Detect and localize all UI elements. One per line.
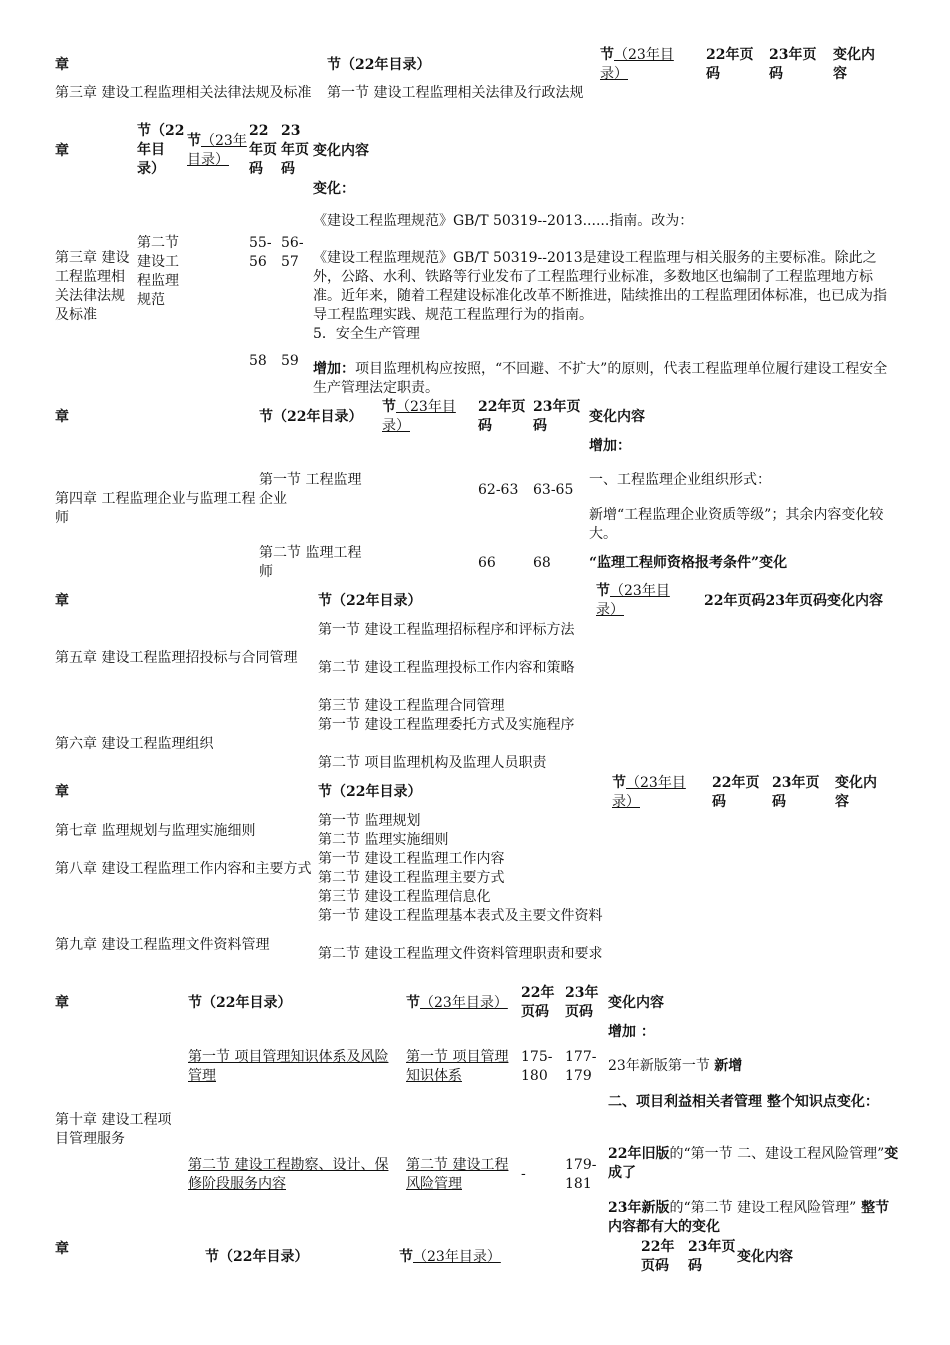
t6-row2-section-22: 第二节 建设工程勘察、设计、保修阶段服务内容 [188, 1157, 389, 1192]
t2-change-added [313, 360, 898, 398]
t4-section-6-1: 第一节 建设工程监理委托方式及实施程序 [318, 717, 575, 733]
t6-row1-page-22: 175-180 [521, 1049, 553, 1084]
t3-change-qualification: 新增“工程监理企业资质等级”；其余内容变化较大。 [589, 507, 884, 542]
t6-row1-page-23: 177-179 [565, 1049, 597, 1084]
t6-row2-page-22: - [521, 1166, 526, 1182]
t2-change-revised: 《建设工程监理规范》GB/T 50319--2013是建设工程监理与相关服务的主要标准。除此之外，公路、水利、铁路等行业发布了工程监理行业标准，多数地区也编制了工程监理地方标准。近年来，随着工程建设标准化改革不断推进，陆续推出的工程监理团体标准，也已成为指导工程监理实践、规范工程监理行为的指南。 [313, 250, 887, 323]
t6-chapter-10: 第十章 建设工程项目管理服务 [55, 1112, 172, 1147]
t2-row2-page-23: 59 [281, 353, 299, 369]
t2-row2-page-22: 58 [249, 353, 267, 369]
t6-new-label: 23年新版 [608, 1200, 670, 1216]
t5-header-page-23: 23年页码 [772, 775, 820, 810]
t4-chapter-6: 第六章 建设工程监理组织 [55, 736, 214, 752]
t6-new-text: 的“第二节 建设工程风险管理” [669, 1200, 857, 1216]
t1-header-section-22: 节（22年目录） [327, 57, 431, 73]
t3-change-added-label: 增加： [589, 438, 631, 454]
t6-header-section-23: 节（23年目录） [406, 995, 508, 1011]
t6-change-new-section [608, 1057, 742, 1076]
t5-header-section-22: 节（22年目录） [318, 784, 422, 800]
t4-section-6-2: 第二节 项目监理机构及监理人员职责 [318, 755, 547, 771]
t3-header-page-23: 23年页码 [533, 399, 581, 434]
catalog-year-label: （23年目录） [413, 1249, 501, 1265]
t6-row1-section-23: 第一节 项目管理知识体系 [406, 1049, 509, 1084]
t2-added-text: 项目监理机构应按照，“不回避、不扩大”的原则，代表工程监理单位履行建设工程安全生产管理法定职责。 [313, 361, 888, 396]
t6-row2-section-23: 第二节 建设工程风险管理 [406, 1157, 509, 1192]
t1-header-section-23: 节（23年目录） [600, 47, 674, 82]
t6-old-became: 变成了 [608, 1146, 899, 1181]
t5-header-page-22: 22年页码 [712, 775, 760, 810]
t4-chapter-5: 第五章 建设工程监理招投标与合同管理 [55, 650, 298, 666]
t2-chapter-3: 第三章 建设工程监理相关法律法规及标准 [55, 250, 130, 323]
t5-section-9-2: 第二节 建设工程监理文件资料管理职责和要求 [318, 946, 603, 962]
t2-header-chapter: 章 [55, 143, 69, 159]
t1-header-page-23: 23年页码 [769, 47, 817, 82]
t5-header-change: 变化内容 [835, 775, 877, 810]
t3-chapter-4: 第四章 工程监理企业与监理工程师 [55, 491, 256, 526]
catalog-year-label: （23年目录） [600, 47, 674, 82]
t5-section-8-3: 第三节 建设工程监理信息化 [318, 889, 491, 905]
t4-header-pages-change: 22年页码23年页码变化内容 [704, 593, 883, 609]
t3-header-change: 变化内容 [589, 409, 645, 425]
t7-header-page-22: 22年页码 [641, 1239, 675, 1274]
t6-old-label: 22年旧版 [608, 1146, 670, 1162]
t3-section-4-2: 第二节 监理工程师 [259, 545, 362, 580]
t3-row2-page-22: 66 [478, 555, 496, 571]
t2-row1-page-23: 56-57 [281, 235, 304, 270]
t6-row1-section-22: 第一节 项目管理知识体系及风险管理 [188, 1049, 389, 1084]
t4-header-section-23: 节（23年目录） [596, 583, 670, 618]
t5-section-7-1: 第一节 监理规划 [318, 813, 421, 829]
t2-row1-page-22: 55-56 [249, 235, 272, 270]
t2-change-safety: 5．安全生产管理 [313, 326, 420, 342]
t4-header-section-22: 节（22年目录） [318, 593, 422, 609]
t4-header-chapter: 章 [55, 593, 69, 609]
t6-row2-page-23: 179-181 [565, 1157, 597, 1192]
t3-change-org-form: 一、工程监理企业组织形式： [589, 472, 771, 488]
t5-chapter-7: 第七章 监理规划与监理实施细则 [55, 823, 256, 839]
t2-section-3-2: 第二节 建设工程监理规范 [137, 235, 179, 308]
t5-chapter-8: 第八章 建设工程监理工作内容和主要方式 [55, 861, 312, 877]
t7-header-change: 变化内容 [737, 1249, 793, 1265]
t3-change-exam-conditions: “监理工程师资格报考条件”变化 [589, 555, 788, 571]
t2-header-change: 变化内容 [313, 143, 369, 159]
t6-header-page-23: 23年页码 [565, 985, 599, 1020]
t3-header-section-22: 节（22年目录） [259, 409, 363, 425]
t5-section-8-1: 第一节 建设工程监理工作内容 [318, 851, 505, 867]
t4-section-5-1: 第一节 建设工程监理招标程序和评标方法 [318, 622, 575, 638]
t4-section-5-2: 第二节 建设工程监理投标工作内容和策略 [318, 660, 575, 676]
t6-header-section-22: 节（22年目录） [188, 995, 292, 1011]
t2-added-label: 增加： [313, 361, 355, 377]
t6-change-added-label: 增加 ： [608, 1024, 655, 1040]
t6-new-whole: 整节内容都有大的变化 [608, 1200, 890, 1235]
t5-section-7-2: 第二节 监理实施细则 [318, 832, 449, 848]
t6-old-text: 的“第一节 二、建设工程风险管理” [669, 1146, 885, 1162]
t2-change-original: 《建设工程监理规范》GB/T 50319--2013......指南。改为： [313, 213, 694, 229]
t3-section-4-1: 第一节 工程监理企业 [259, 472, 362, 507]
t2-header-section-22: 节（22年目录） [137, 123, 185, 177]
catalog-year-label: （23年目录） [187, 133, 247, 168]
t6-header-chapter: 章 [55, 995, 69, 1011]
t5-section-8-2: 第二节 建设工程监理主要方式 [318, 870, 505, 886]
t3-row1-page-23: 63-65 [533, 482, 574, 498]
t7-header-section-22: 节（22年目录） [205, 1249, 309, 1265]
t3-header-page-22: 22年页码 [478, 399, 526, 434]
catalog-year-label: （23年目录） [382, 399, 456, 434]
t6-change-new-label: 新增 [714, 1058, 743, 1074]
t6-change-new-version [608, 1199, 898, 1237]
t5-chapter-9: 第九章 建设工程监理文件资料管理 [55, 937, 270, 953]
t7-header-chapter: 章 [55, 1241, 69, 1257]
t1-header-chapter: 章 [55, 57, 69, 73]
t1-section-3-1: 第一节 建设工程监理相关法律及行政法规 [327, 85, 584, 101]
t2-header-section-23: 节（23年目录） [187, 133, 247, 168]
t6-change-stakeholder: 二、项目利益相关者管理 整个知识点变化： [608, 1094, 879, 1110]
t6-change-new-section-text: 23年新版第一节 [608, 1058, 715, 1074]
t2-header-page-23: 23年页码 [281, 123, 309, 177]
t5-header-chapter: 章 [55, 784, 69, 800]
t7-header-section-23: 节（23年目录） [399, 1249, 501, 1265]
t3-row1-page-22: 62-63 [478, 482, 519, 498]
t6-change-old-version [608, 1145, 903, 1183]
catalog-year-label: （23年目录） [420, 995, 508, 1011]
catalog-year-label: （23年目录） [596, 583, 670, 618]
t3-header-chapter: 章 [55, 409, 69, 425]
t2-header-page-22: 22年页码 [249, 123, 277, 177]
t2-change-label: 变化： [313, 181, 355, 197]
catalog-year-label: （23年目录） [612, 775, 686, 810]
t5-header-section-23: 节（23年目录） [612, 775, 686, 810]
t1-header-change: 变化内容 [833, 47, 875, 82]
t4-section-5-3: 第三节 建设工程监理合同管理 [318, 698, 505, 714]
t6-header-page-22: 22年页码 [521, 985, 555, 1020]
t3-row2-page-23: 68 [533, 555, 551, 571]
t1-header-page-22: 22年页码 [706, 47, 754, 82]
t1-chapter-3: 第三章 建设工程监理相关法律法规及标准 [55, 85, 312, 101]
t5-section-9-1: 第一节 建设工程监理基本表式及主要文件资料 [318, 908, 603, 924]
t6-header-change: 变化内容 [608, 995, 664, 1011]
t7-header-page-23: 23年页码 [688, 1239, 736, 1274]
t3-header-section-23: 节（23年目录） [382, 399, 456, 434]
